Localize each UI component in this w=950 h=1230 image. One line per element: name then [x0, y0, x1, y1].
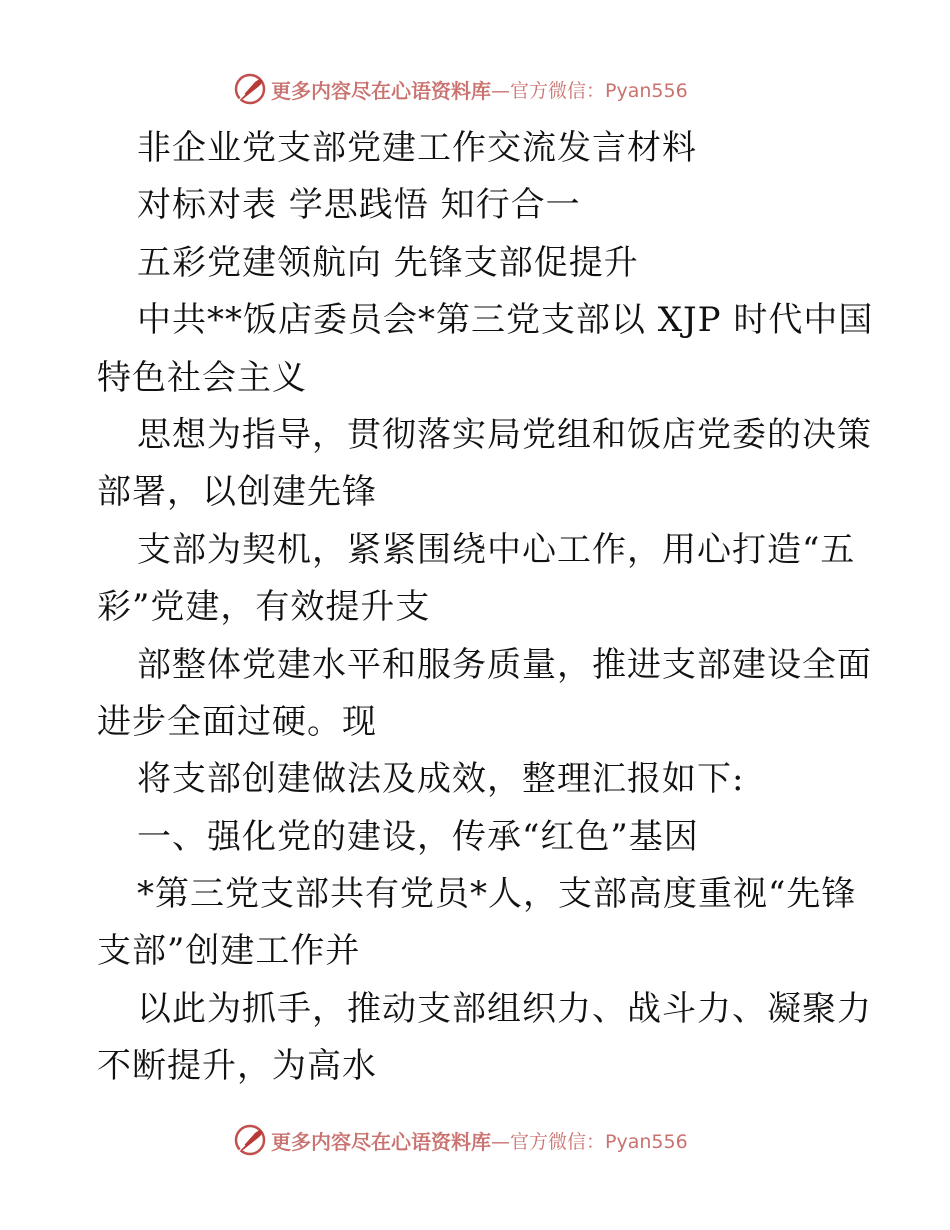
paragraph-line: 将支部创建做法及成效，整理汇报如下: — [137, 759, 745, 800]
watermark-contact-text: —官方微信：Pyan556 — [491, 79, 688, 102]
doc-subtitle: 对标对表 学思践悟 知行合一 — [137, 185, 581, 226]
watermark-main-text: 更多内容尽在心语资料库 — [271, 78, 491, 103]
watermark-main-text: 更多内容尽在心语资料库 — [271, 1129, 491, 1154]
paragraph-line: 特色社会主义 — [97, 357, 307, 398]
doc-heading: 五彩党建领航向 先锋支部促提升 — [137, 242, 639, 283]
paragraph-line: 思想为指导，贯彻落实局党组和饭店党委的决策 — [137, 414, 872, 455]
red-pen-feather-logo-icon — [233, 1123, 267, 1157]
watermark-contact-text: —官方微信：Pyan556 — [491, 1130, 688, 1153]
paragraph-line: 支部为契机，紧紧围绕中心工作，用心打造“五 — [137, 529, 856, 570]
paragraph-line: *第三党支部共有党员*人，支部高度重视“先锋 — [137, 874, 857, 915]
doc-title: 非企业党支部党建工作交流发言材料 — [137, 128, 697, 168]
paragraph-line: 以此为抓手，推动支部组织力、战斗力、凝聚力 — [137, 988, 872, 1029]
paragraph-line: 彩”党建，有效提升支 — [97, 587, 431, 628]
paragraph-line: 不断提升，为高水 — [97, 1046, 377, 1087]
document-body — [97, 120, 874, 1096]
paragraph-line: 支部”创建工作并 — [97, 931, 361, 972]
paragraph-line: 中共**饭店委员会*第三党支部以 XJP 时代中国 — [137, 300, 874, 341]
header-watermark — [233, 71, 688, 107]
red-pen-feather-logo-icon — [233, 72, 267, 106]
footer-watermark — [233, 1122, 688, 1158]
section-heading: 一、强化党的建设，传承“红色”基因 — [137, 816, 699, 857]
paragraph-line: 部整体党建水平和服务质量，推进支部建设全面 — [137, 644, 872, 685]
paragraph-line: 进步全面过硬。现 — [97, 701, 377, 742]
paragraph-line: 部署，以创建先锋 — [97, 472, 377, 513]
